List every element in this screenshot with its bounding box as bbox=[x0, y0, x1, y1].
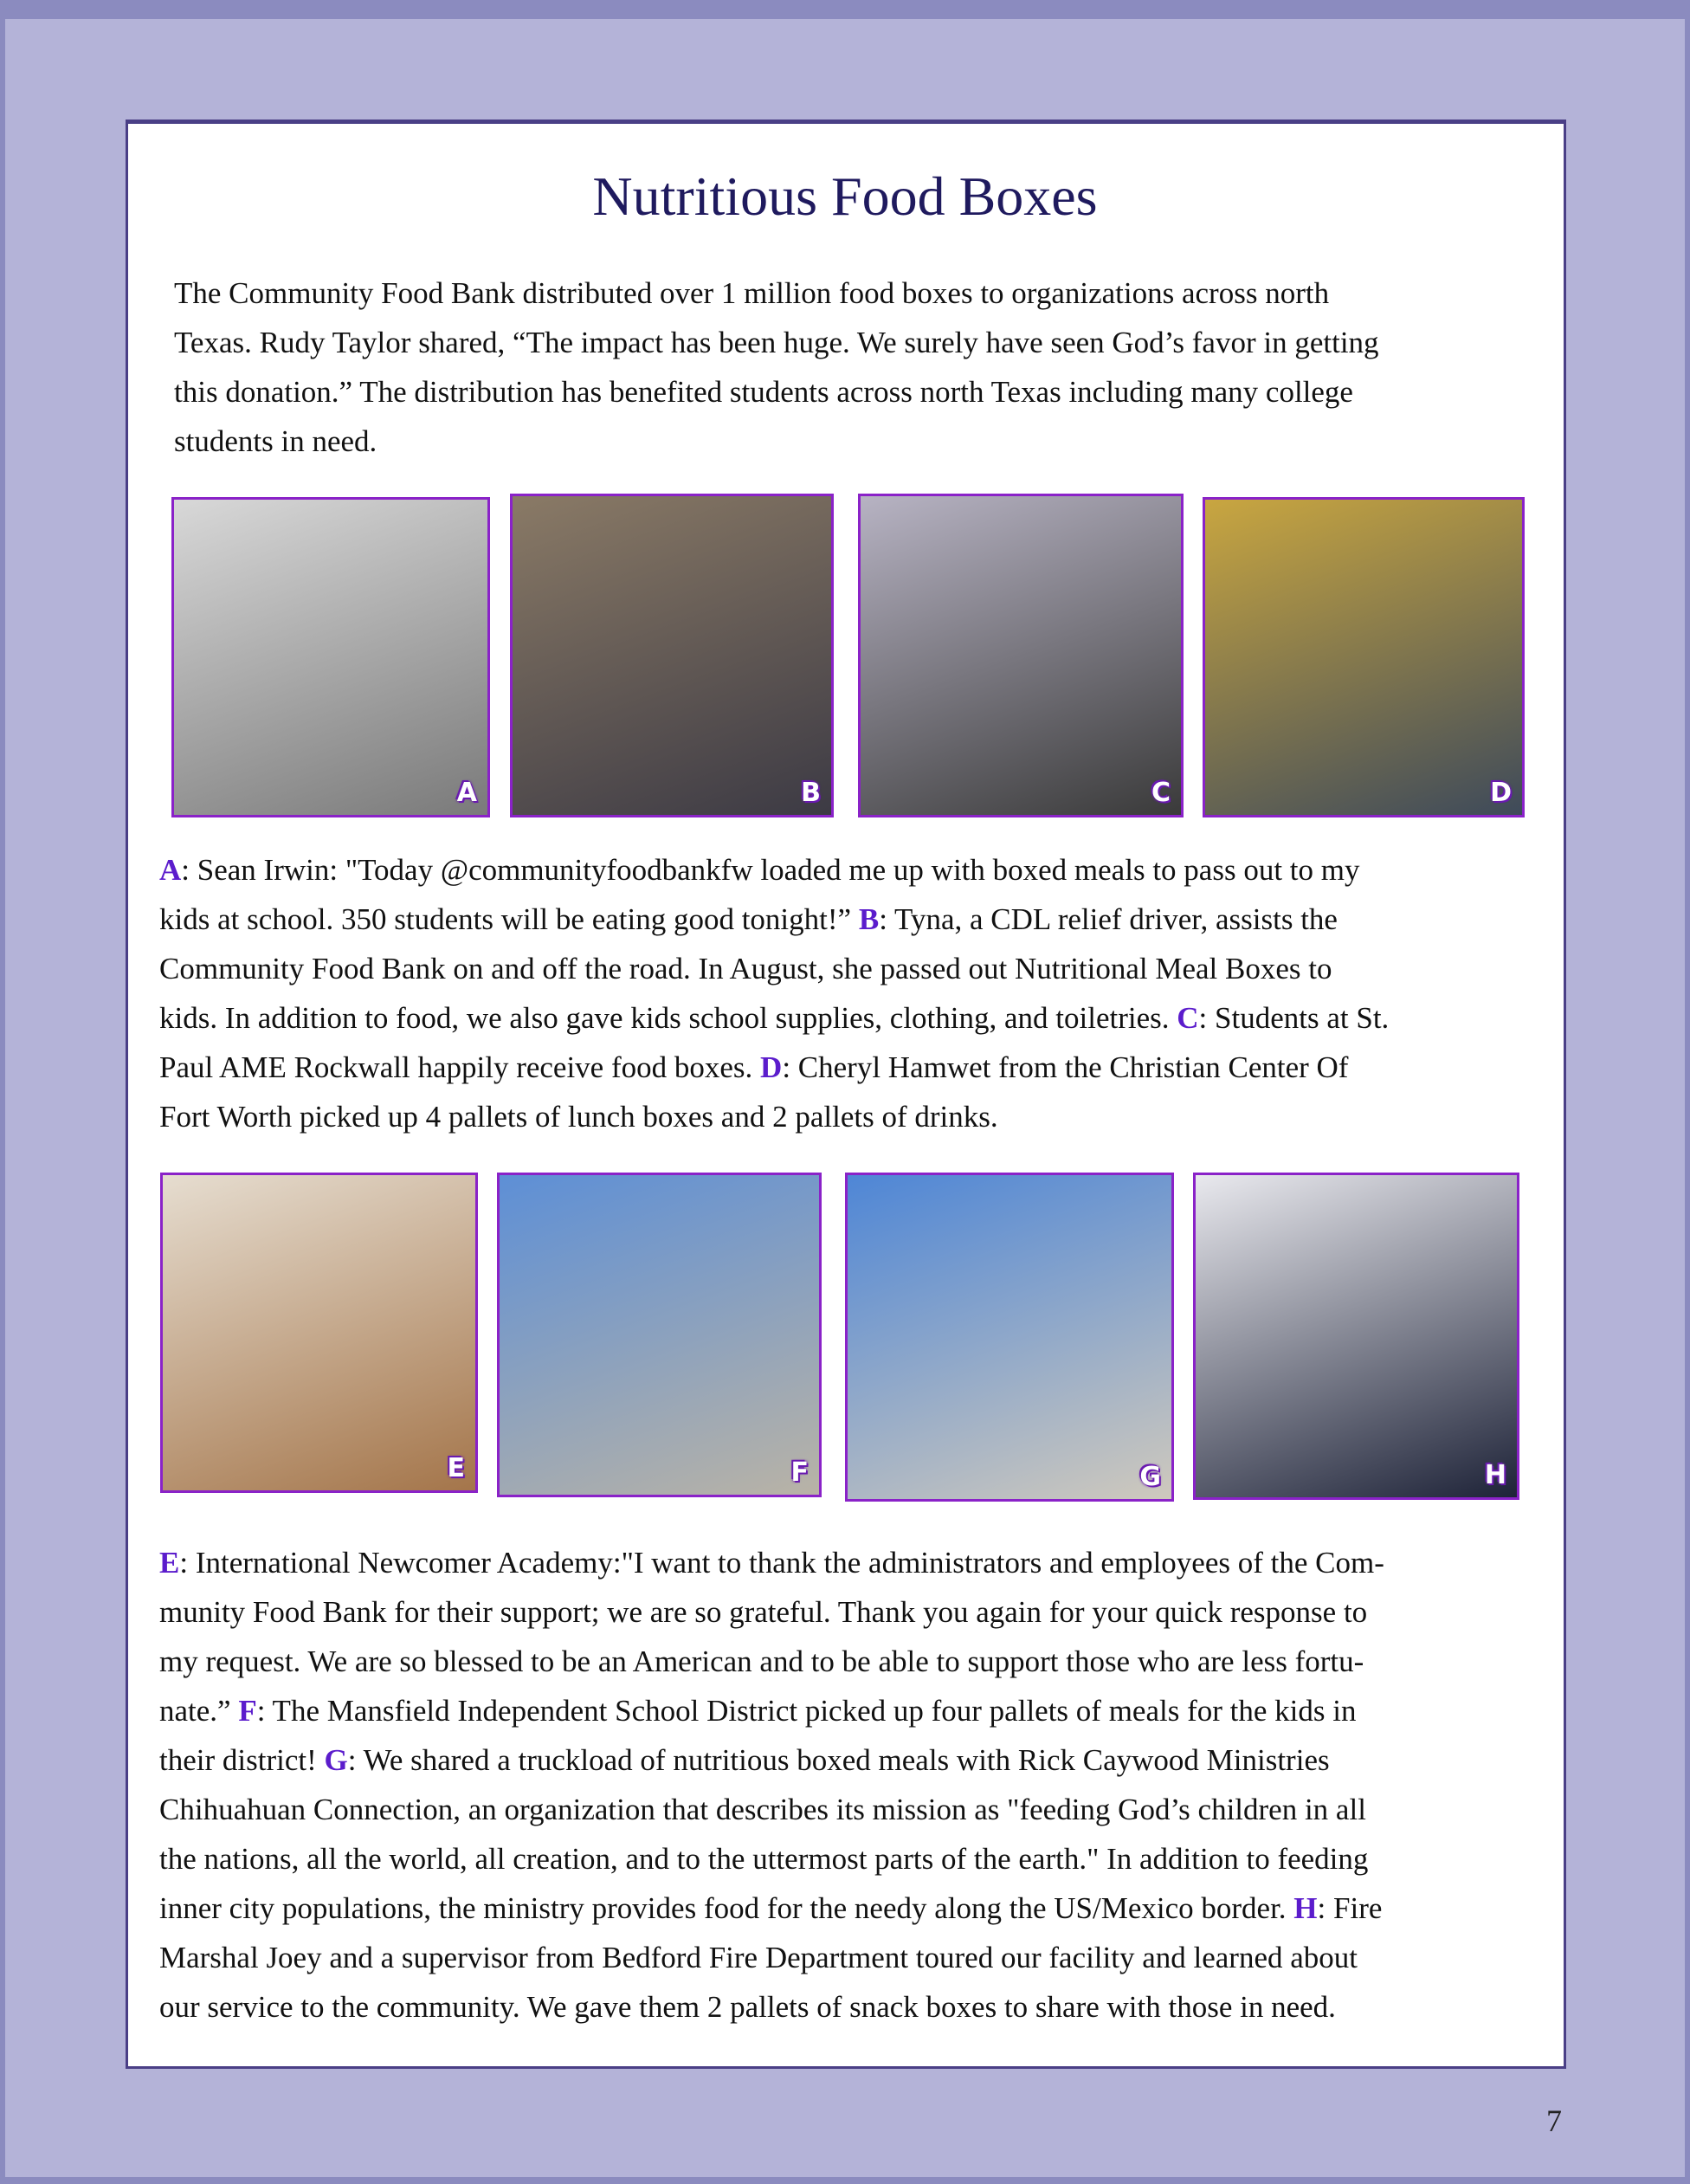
page-title: Nutritious Food Boxes bbox=[592, 165, 1098, 227]
photo-a bbox=[171, 497, 490, 817]
photo-label-badge: C bbox=[1151, 778, 1171, 808]
page-number: 7 bbox=[1546, 2103, 1562, 2138]
caption-text: : Sean Irwin: "Today @communityfoodbankfw loaded me up with boxed meals to pass out to my kids at school. 350 students will be eating good tonight!” bbox=[159, 853, 1360, 936]
photo-label-badge: B bbox=[801, 778, 821, 808]
caption-text: : International Newcomer Academy:"I want to thank the administrators and employees of the Com- munity Food Bank for their support; we are so grateful. Thank you again for your quick response to my request. We are so blessed to be an American and to be able to support those who are less fortu- nate.” bbox=[159, 1546, 1384, 1728]
caption-letter-label: F bbox=[238, 1694, 257, 1728]
photo-h bbox=[1193, 1173, 1519, 1500]
caption-letter-label: A bbox=[159, 853, 182, 887]
caption-text: : Tyna, a CDL relief driver, assists the Community Food Bank on and off the road. In August, she passed out Nutritional Meal Boxes to kids. In addition to food, we also gave kids school supplies, clothing, and toiletries. bbox=[159, 902, 1338, 1035]
caption-letter-label: B bbox=[858, 902, 880, 936]
caption-text: : The Mansfield Independent School District picked up four pallets of meals for the kids in their district! bbox=[159, 1694, 1357, 1777]
caption-letter-label: D bbox=[760, 1050, 783, 1084]
photo-label-badge: E bbox=[447, 1453, 465, 1483]
caption-letter-label: H bbox=[1293, 1891, 1318, 1925]
photo-label-badge: H bbox=[1484, 1460, 1506, 1490]
caption-text: : Students at St. Paul AME Rockwall happily receive food boxes. bbox=[159, 1001, 1390, 1084]
photo-d bbox=[1203, 497, 1525, 817]
intro-paragraph: The Community Food Bank distributed over 1 million food boxes to organizations across north Texas. Rudy Taylor shared, “The impact has been huge. We surely have seen God’s favor in getting this donation.” The distribution has benefited students across north Texas including many college students in need. bbox=[174, 276, 1379, 458]
caption-block-1 bbox=[159, 845, 1527, 1141]
photo-b bbox=[510, 494, 834, 817]
photo-label-badge: G bbox=[1139, 1462, 1161, 1492]
photo-e bbox=[160, 1173, 478, 1493]
photo-label-badge: D bbox=[1490, 778, 1512, 808]
caption-letter-label: C bbox=[1177, 1001, 1199, 1035]
photo-label-badge: A bbox=[456, 778, 477, 808]
caption-letter-label: G bbox=[324, 1743, 348, 1777]
photo-g bbox=[845, 1173, 1174, 1502]
photo-f bbox=[497, 1173, 822, 1497]
caption-text: : We shared a truckload of nutritious boxed meals with Rick Caywood Ministries Chihuahuan Connection, an organization that describes its mission as "feeding God’s children in all the nations, all the world, all creation, and to the uttermost parts of the earth." In addition to feeding inner city populations, the ministry provides food for the needy along the US/Mexico border. bbox=[159, 1743, 1369, 1925]
caption-letter-label: E bbox=[159, 1546, 180, 1580]
caption-text: : Cheryl Hamwet from the Christian Center Of Fort Worth picked up 4 pallets of lunch boxes and 2 pallets of drinks. bbox=[159, 1050, 1349, 1134]
caption-block-2 bbox=[159, 1538, 1527, 2032]
caption-text: : Fire Marshal Joey and a supervisor from Bedford Fire Department toured our facility and learned about our service to the community. We gave them 2 pallets of snack boxes to share with those in need. bbox=[159, 1891, 1383, 2024]
photo-c bbox=[858, 494, 1184, 817]
photo-label-badge: F bbox=[790, 1457, 809, 1488]
